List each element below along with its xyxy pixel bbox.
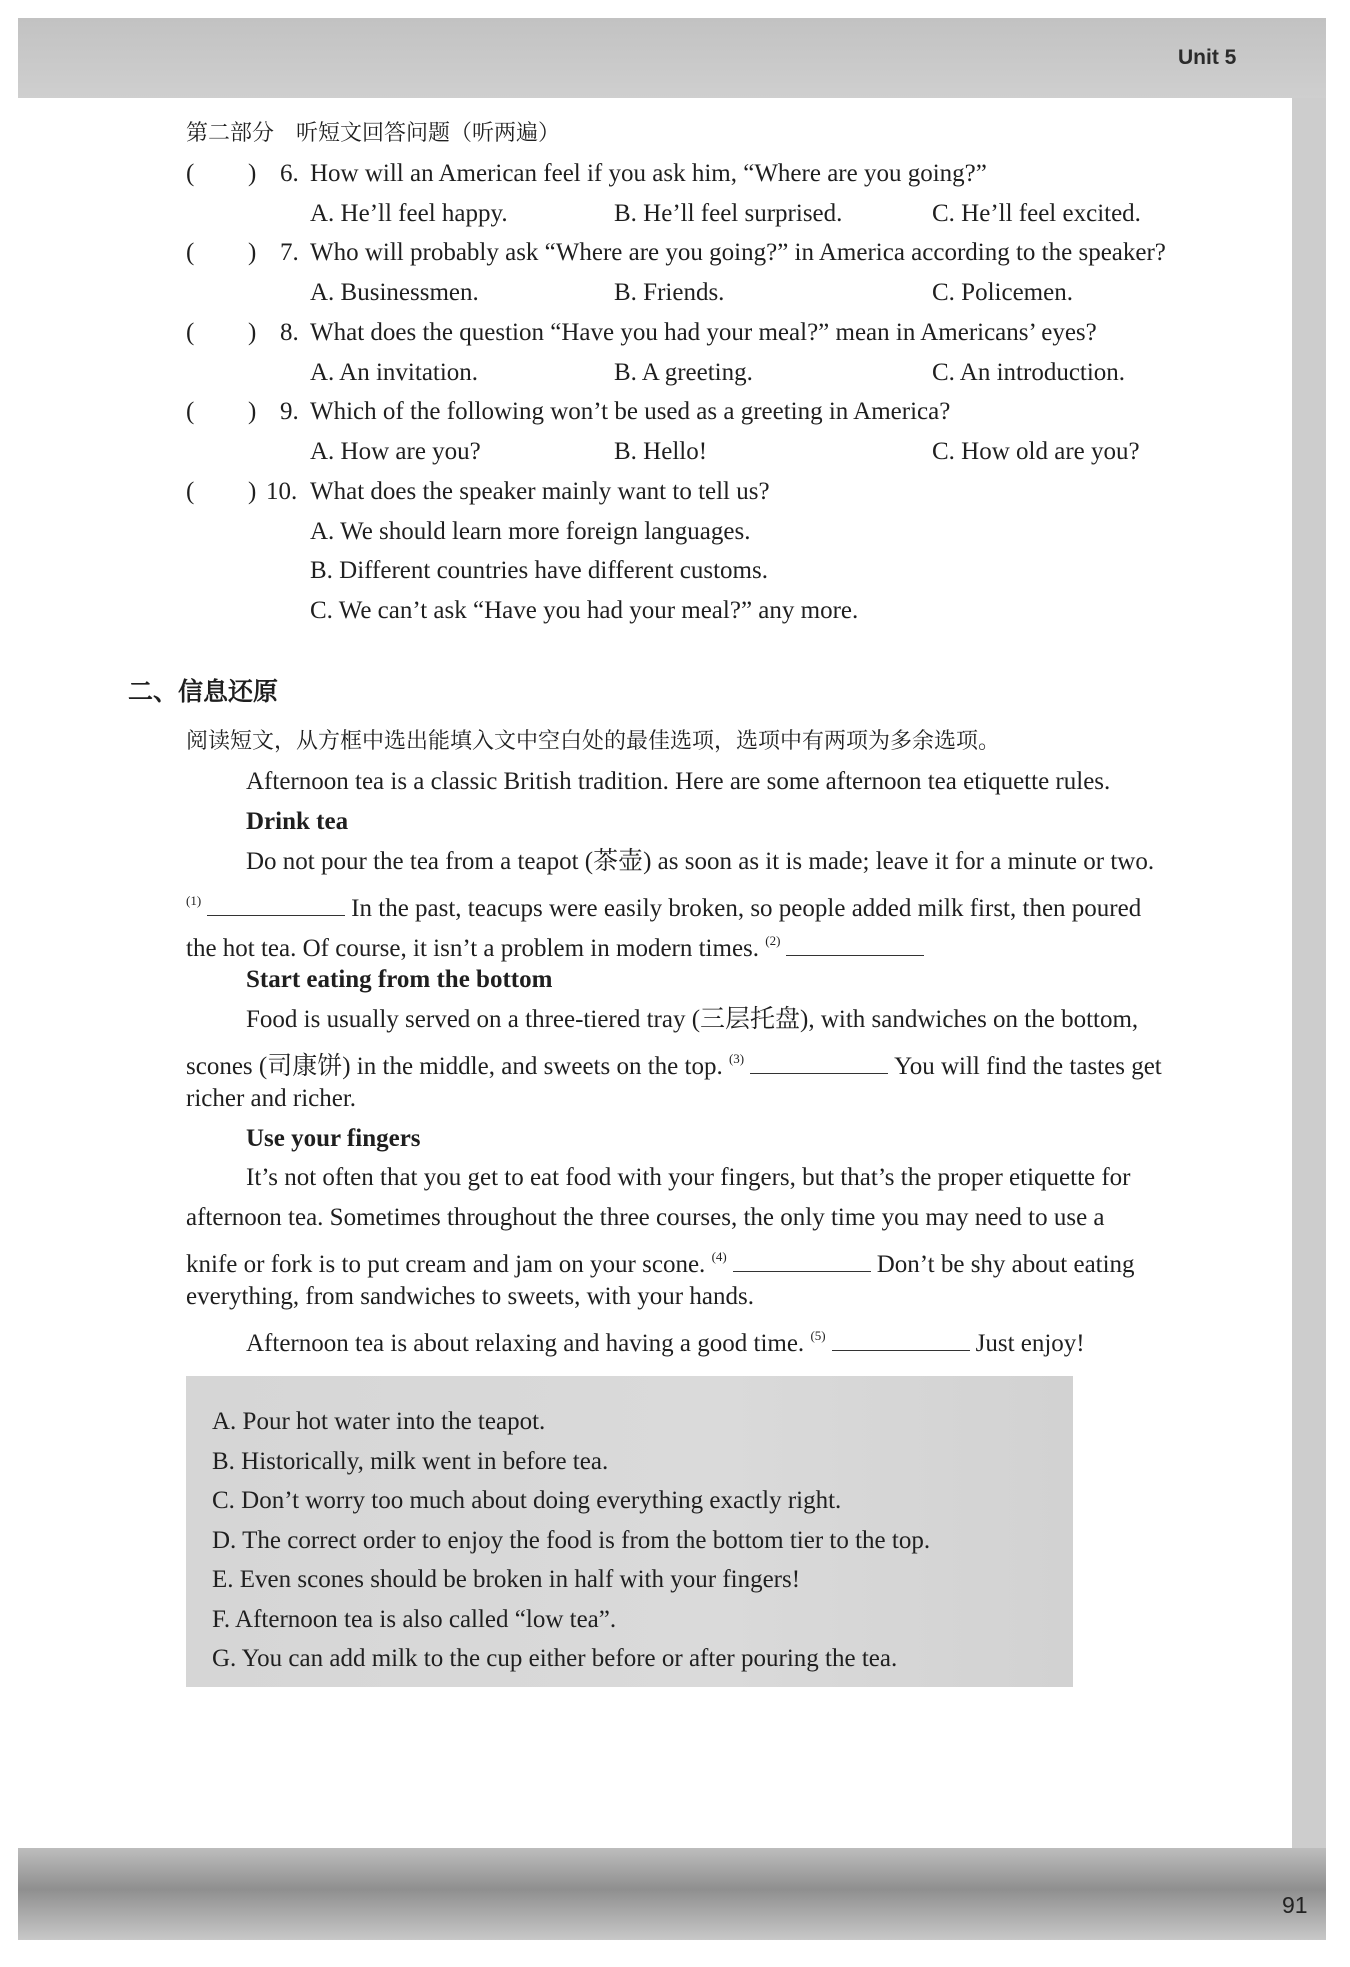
option-b: B. Friends. <box>614 279 725 306</box>
option-a: A. An invitation. <box>310 359 479 386</box>
subheading-use-fingers: Use your fingers <box>246 1125 421 1152</box>
blank-number: (2) <box>765 933 781 948</box>
passage-line: Food is usually served on a three-tiered tray (三层托盘), with sandwiches on the bottom, <box>246 1006 1139 1033</box>
answer-paren-open: ( <box>186 478 195 505</box>
answer-paren-open: ( <box>186 239 195 266</box>
option-c: C. How old are you? <box>932 438 1140 465</box>
passage-line <box>246 1320 1085 1360</box>
option-a: A. We should learn more foreign languages. <box>310 518 751 545</box>
option-c: C. He’ll feel excited. <box>932 200 1141 227</box>
option-c: C. An introduction. <box>932 359 1126 386</box>
passage-text: scones (司康饼) in the middle, and sweets on the top. <box>186 1053 723 1080</box>
passage-line <box>186 1043 1162 1083</box>
question-number: 7. <box>280 239 299 266</box>
option-b: B. Different countries have different customs. <box>310 557 768 584</box>
passage-line <box>186 885 1141 925</box>
option-c: C. Policemen. <box>932 279 1073 306</box>
option-item: C. Don’t worry too much about doing everything exactly right. <box>212 1487 842 1514</box>
option-a: A. Businessmen. <box>310 279 479 306</box>
passage-line <box>186 1241 1135 1281</box>
option-a: A. He’ll feel happy. <box>310 200 508 227</box>
option-item: A. Pour hot water into the teapot. <box>212 1408 546 1435</box>
passage-text: Afternoon tea is about relaxing and having a good time. <box>246 1330 805 1357</box>
option-item: F. Afternoon tea is also called “low tea”. <box>212 1606 617 1633</box>
passage-text: the hot tea. Of course, it isn’t a problem in modern times. <box>186 935 760 962</box>
top-margin-band <box>18 18 1326 98</box>
option-item: E. Even scones should be broken in half with your fingers! <box>212 1566 801 1593</box>
passage-line <box>186 925 930 965</box>
blank-1[interactable] <box>207 893 345 916</box>
passage-line: Do not pour the tea from a teapot (茶壶) as soon as it is made; leave it for a minute or two. <box>246 848 1155 875</box>
section-heading: 二、信息还原 <box>128 677 279 706</box>
answer-paren-close: ) <box>248 319 257 346</box>
passage-line: It’s not often that you get to eat food with your fingers, but that’s the proper etiquette for <box>246 1164 1131 1191</box>
blank-number: (3) <box>728 1051 745 1066</box>
answer-paren-close: ) <box>248 160 257 187</box>
passage-text: Don’t be shy about eating <box>876 1251 1135 1278</box>
passage-text: You will find the tastes get <box>894 1053 1162 1080</box>
part2-title: 第二部分 听短文回答问题（听两遍） <box>186 121 561 146</box>
blank-4[interactable] <box>733 1249 871 1272</box>
question-text: What does the question “Have you had your meal?” mean in Americans’ eyes? <box>310 319 1097 346</box>
option-item: G. You can add milk to the cup either before or after pouring the tea. <box>212 1645 898 1672</box>
right-margin-band <box>1292 98 1326 1848</box>
answer-paren-open: ( <box>186 160 195 187</box>
question-number: 8. <box>280 319 299 346</box>
question-text: Who will probably ask “Where are you going?” in America according to the speaker? <box>310 239 1166 266</box>
option-a: A. How are you? <box>310 438 481 465</box>
question-number: 10. <box>266 478 298 505</box>
passage-line: everything, from sandwiches to sweets, with your hands. <box>186 1283 754 1310</box>
option-b: B. Hello! <box>614 438 708 465</box>
blank-number: (4) <box>711 1249 727 1264</box>
answer-paren-close: ) <box>248 239 257 266</box>
question-text: How will an American feel if you ask him, “Where are you going?” <box>310 160 987 187</box>
question-text: What does the speaker mainly want to tell us? <box>310 478 770 505</box>
option-item: D. The correct order to enjoy the food is from the bottom tier to the top. <box>212 1527 931 1554</box>
answer-paren-open: ( <box>186 319 195 346</box>
passage-text: knife or fork is to put cream and jam on your scone. <box>186 1251 706 1278</box>
question-text: Which of the following won’t be used as a greeting in America? <box>310 398 951 425</box>
options-box <box>186 1376 1073 1687</box>
passage-intro: Afternoon tea is a classic British tradition. Here are some afternoon tea etiquette rules. <box>246 768 1111 795</box>
page-number: 91 <box>1282 1892 1308 1918</box>
blank-2[interactable] <box>786 933 924 956</box>
blank-number: (1) <box>186 893 202 908</box>
answer-paren-close: ) <box>248 398 257 425</box>
blank-3[interactable] <box>750 1051 888 1074</box>
subheading-start-eating: Start eating from the bottom <box>246 966 553 993</box>
passage-line: afternoon tea. Sometimes throughout the three courses, the only time you may need to use a <box>186 1204 1105 1231</box>
bottom-margin-band <box>18 1848 1326 1940</box>
option-b: B. A greeting. <box>614 359 753 386</box>
option-b: B. He’ll feel surprised. <box>614 200 843 227</box>
passage-text: Just enjoy! <box>975 1330 1085 1357</box>
option-item: B. Historically, milk went in before tea. <box>212 1448 609 1475</box>
unit-label: Unit 5 <box>1178 46 1237 69</box>
passage-text: In the past, teacups were easily broken, so people added milk first, then poured <box>351 895 1142 922</box>
question-number: 9. <box>280 398 299 425</box>
answer-paren-close: ) <box>248 478 257 505</box>
section-instruction: 阅读短文，从方框中选出能填入文中空白处的最佳选项，选项中有两项为多余选项。 <box>186 729 1001 754</box>
subheading-drink-tea: Drink tea <box>246 808 349 835</box>
blank-number: (5) <box>810 1328 826 1343</box>
blank-5[interactable] <box>832 1328 970 1351</box>
question-number: 6. <box>280 160 299 187</box>
answer-paren-open: ( <box>186 398 195 425</box>
passage-line: richer and richer. <box>186 1085 357 1112</box>
option-c: C. We can’t ask “Have you had your meal?” any more. <box>310 597 859 624</box>
